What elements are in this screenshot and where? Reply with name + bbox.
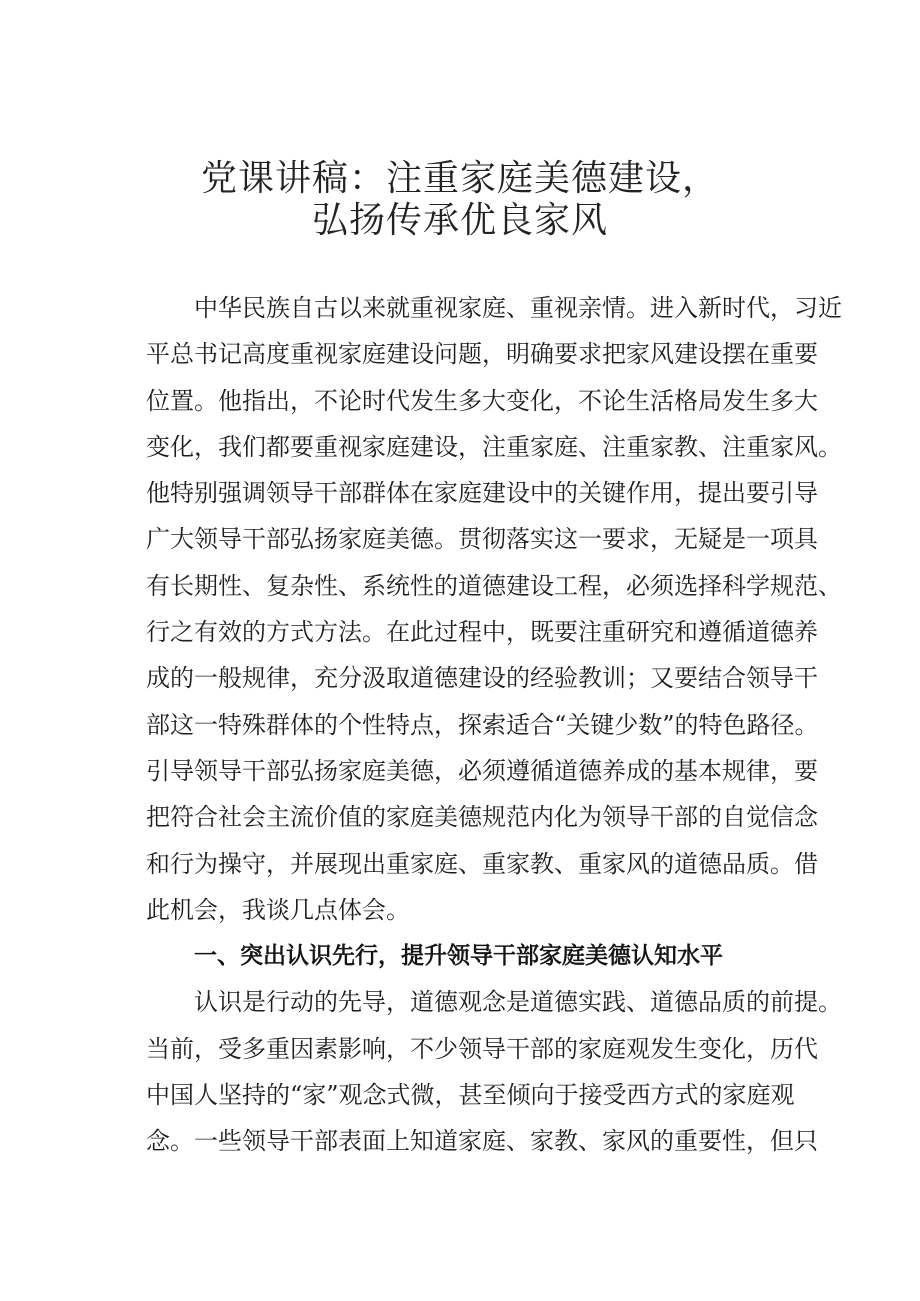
section-heading: 一、突出认识先行，提升领导干部家庭美德认知水平	[194, 943, 723, 970]
document-title-line-1: 党课讲稿：注重家庭美德建设，	[200, 158, 719, 199]
paragraph-line: 行之有效的方式方法。在此过程中，既要注重研究和遵循道德养	[146, 618, 818, 647]
paragraph-line: 把符合社会主流价值的家庭美德规范内化为领导干部的自觉信念	[146, 803, 818, 832]
paragraph-line: 当前，受多重因素影响，不少领导干部的家庭观发生变化，历代	[146, 1034, 818, 1063]
paragraph-line: 此机会，我谈几点体会。	[146, 895, 410, 924]
paragraph-line: 中国人坚持的“家”观念式微，甚至倾向于接受西方式的家庭观	[146, 1081, 795, 1110]
paragraph-line: 成的一般规律，充分汲取道德建设的经验教训；又要结合领导干	[146, 664, 818, 693]
paragraph-line: 变化，我们都要重视家庭建设，注重家庭、注重家教、注重家风。	[146, 432, 842, 461]
document-body	[146, 285, 842, 1165]
paragraph-line: 他特别强调领导干部群体在家庭建设中的关键作用，提出要引导	[146, 479, 818, 508]
paragraph-line: 引导领导干部弘扬家庭美德，必须遵循道德养成的基本规律，要	[146, 756, 818, 785]
document-title-line-2: 弘扬传承优良家风	[311, 200, 608, 241]
paragraph-line: 念。一些领导干部表面上知道家庭、家教、家风的重要性，但只	[146, 1127, 818, 1156]
paragraph-line: 广大领导干部弘扬家庭美德。贯彻落实这一要求，无疑是一项具	[146, 525, 818, 554]
paragraph-line: 位置。他指出，不论时代发生多大变化，不论生活格局发生多大	[146, 386, 818, 415]
paragraph-line: 中华民族自古以来就重视家庭、重视亲情。进入新时代，习近	[194, 294, 842, 322]
paragraph-line: 认识是行动的先导，道德观念是道德实践、道德品质的前提。	[194, 988, 842, 1017]
paragraph-line: 和行为操守，并展现出重家庭、重家教、重家风的道德品质。借	[146, 849, 818, 878]
paragraph-line: 平总书记高度重视家庭建设问题，明确要求把家风建设摆在重要	[146, 340, 818, 369]
paragraph-line: 部这一特殊群体的个性特点，探索适合“关键少数”的特色路径。	[146, 710, 819, 739]
paragraph-line: 有长期性、复杂性、系统性的道德建设工程，必须选择科学规范、	[146, 571, 842, 600]
